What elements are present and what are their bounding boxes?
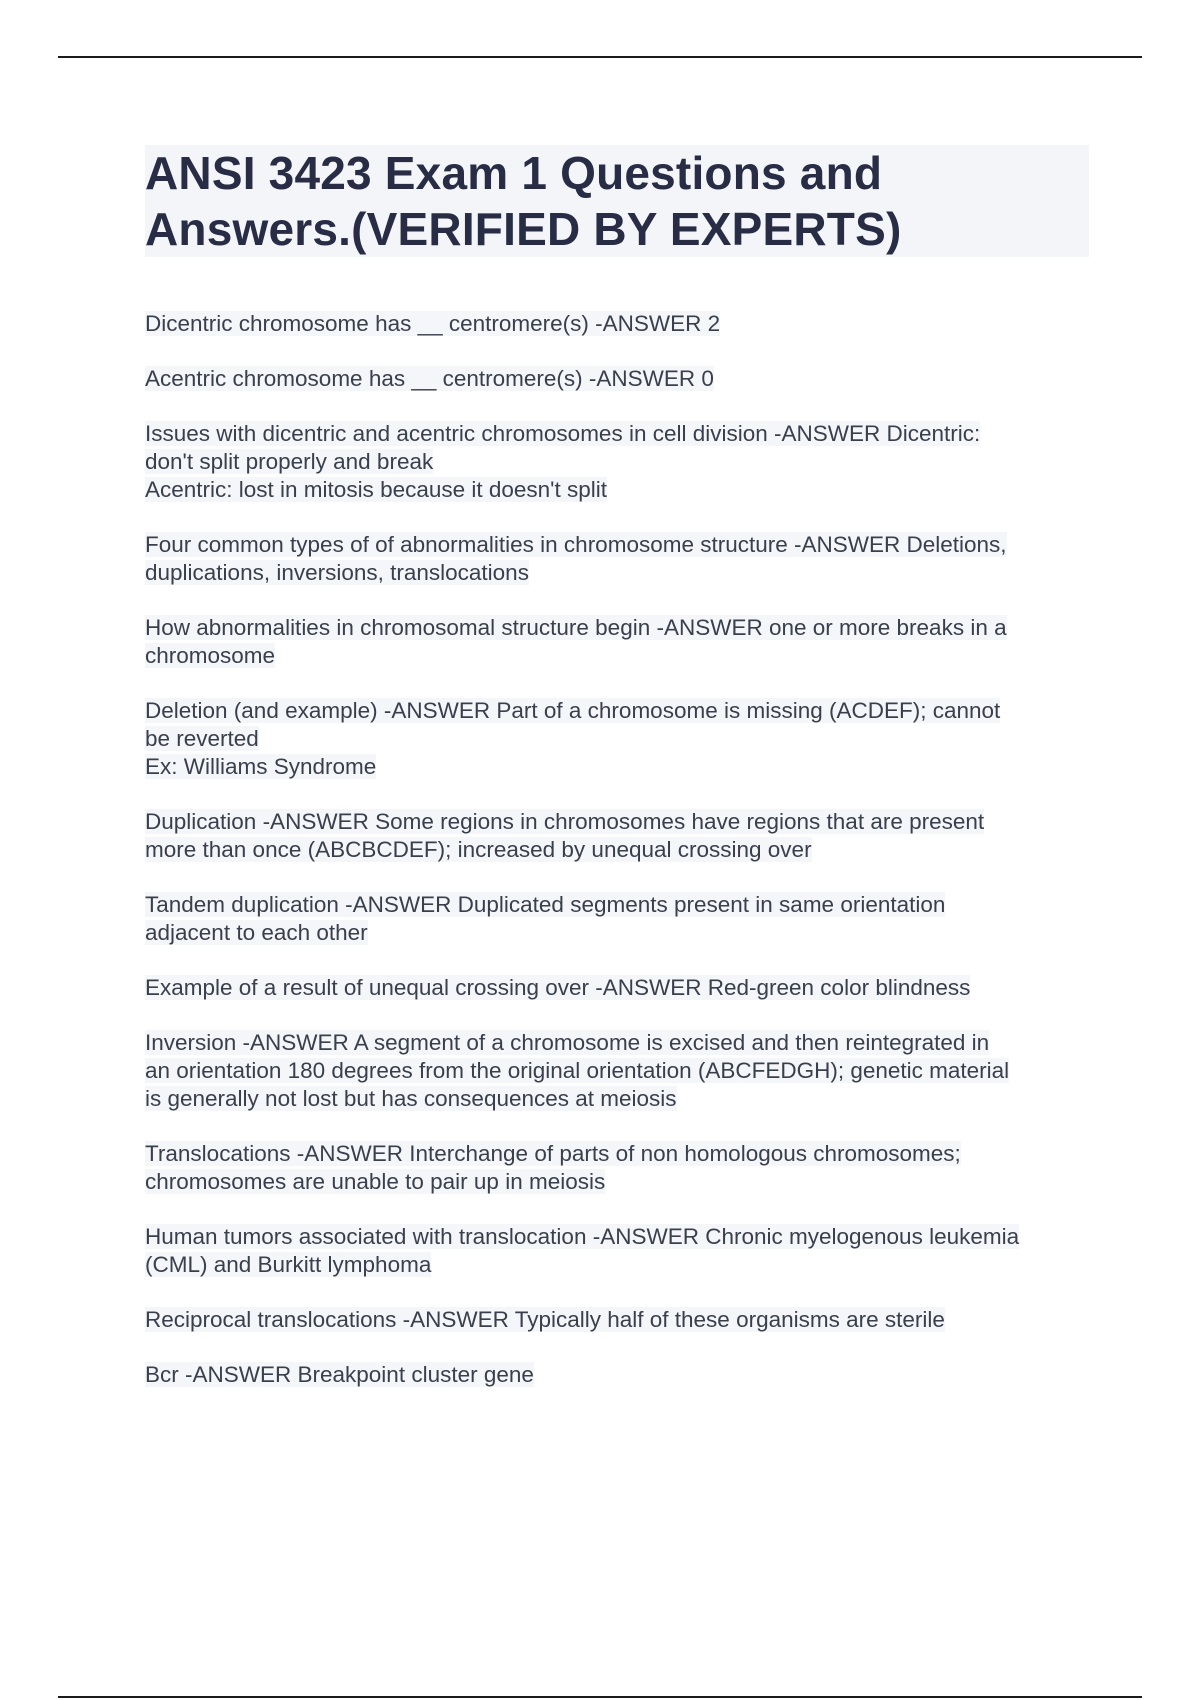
qa-item-line: Dicentric chromosome has __ centromere(s) -ANSWER 2 [145, 311, 721, 336]
qa-item-line: duplications, inversions, translocations [145, 560, 529, 585]
qa-item [145, 1306, 1089, 1334]
qa-item [145, 420, 1089, 504]
qa-item [145, 310, 1089, 338]
qa-item-line: more than once (ABCBCDEF); increased by unequal crossing over [145, 837, 812, 862]
qa-item-line: How abnormalities in chromosomal structure begin -ANSWER one or more breaks in a [145, 615, 1007, 640]
qa-item-line: don't split properly and break [145, 449, 434, 474]
qa-item-line: Reciprocal translocations -ANSWER Typically half of these organisms are sterile [145, 1307, 945, 1332]
qa-item [145, 808, 1089, 864]
qa-item-line: Acentric: lost in mitosis because it doesn't split [145, 477, 607, 502]
qa-item-line: be reverted [145, 726, 259, 751]
qa-item [145, 365, 1089, 393]
qa-item-line: Duplication -ANSWER Some regions in chromosomes have regions that are present [145, 809, 985, 834]
qa-item-line: Bcr -ANSWER Breakpoint cluster gene [145, 1362, 534, 1387]
qa-item-line: is generally not lost but has consequences at meiosis [145, 1086, 677, 1111]
qa-item-line: (CML) and Burkitt lymphoma [145, 1252, 432, 1277]
qa-item [145, 891, 1089, 947]
qa-item [145, 974, 1089, 1002]
qa-item-line: an orientation 180 degrees from the original orientation (ABCFEDGH); genetic material [145, 1058, 1010, 1083]
title-line-1: ANSI 3423 Exam 1 Questions and [145, 147, 883, 199]
qa-item [145, 531, 1089, 587]
qa-item-line: Deletion (and example) -ANSWER Part of a chromosome is missing (ACDEF); cannot [145, 698, 1001, 723]
qa-item [145, 1361, 1089, 1389]
document-title [145, 145, 1089, 257]
qa-item [145, 1223, 1089, 1279]
qa-item-line: chromosome [145, 643, 276, 668]
qa-item-line: Ex: Williams Syndrome [145, 754, 377, 779]
title-line-2: Answers.(VERIFIED BY EXPERTS) [145, 203, 902, 255]
qa-item-line: Human tumors associated with translocation -ANSWER Chronic myelogenous leukemia [145, 1224, 1020, 1249]
qa-item-line: chromosomes are unable to pair up in meiosis [145, 1169, 606, 1194]
qa-item-line: adjacent to each other [145, 920, 368, 945]
qa-item [145, 1029, 1089, 1113]
qa-item-line: Four common types of of abnormalities in chromosome structure -ANSWER Deletions, [145, 532, 1007, 557]
qa-item [145, 697, 1089, 781]
qa-item [145, 614, 1089, 670]
qa-item-line: Inversion -ANSWER A segment of a chromosome is excised and then reintegrated in [145, 1030, 990, 1055]
qa-item-line: Example of a result of unequal crossing over -ANSWER Red-green color blindness [145, 975, 971, 1000]
qa-item [145, 1140, 1089, 1196]
qa-item-line: Acentric chromosome has __ centromere(s) -ANSWER 0 [145, 366, 714, 391]
header-rule [58, 56, 1142, 58]
qa-item-line: Translocations -ANSWER Interchange of parts of non homologous chromosomes; [145, 1141, 961, 1166]
title-block [145, 145, 1089, 257]
qa-item-line: Tandem duplication -ANSWER Duplicated segments present in same orientation [145, 892, 946, 917]
footer-rule [58, 1696, 1142, 1698]
qa-item-line: Issues with dicentric and acentric chromosomes in cell division -ANSWER Dicentric: [145, 421, 981, 446]
qa-list [145, 310, 1089, 1416]
